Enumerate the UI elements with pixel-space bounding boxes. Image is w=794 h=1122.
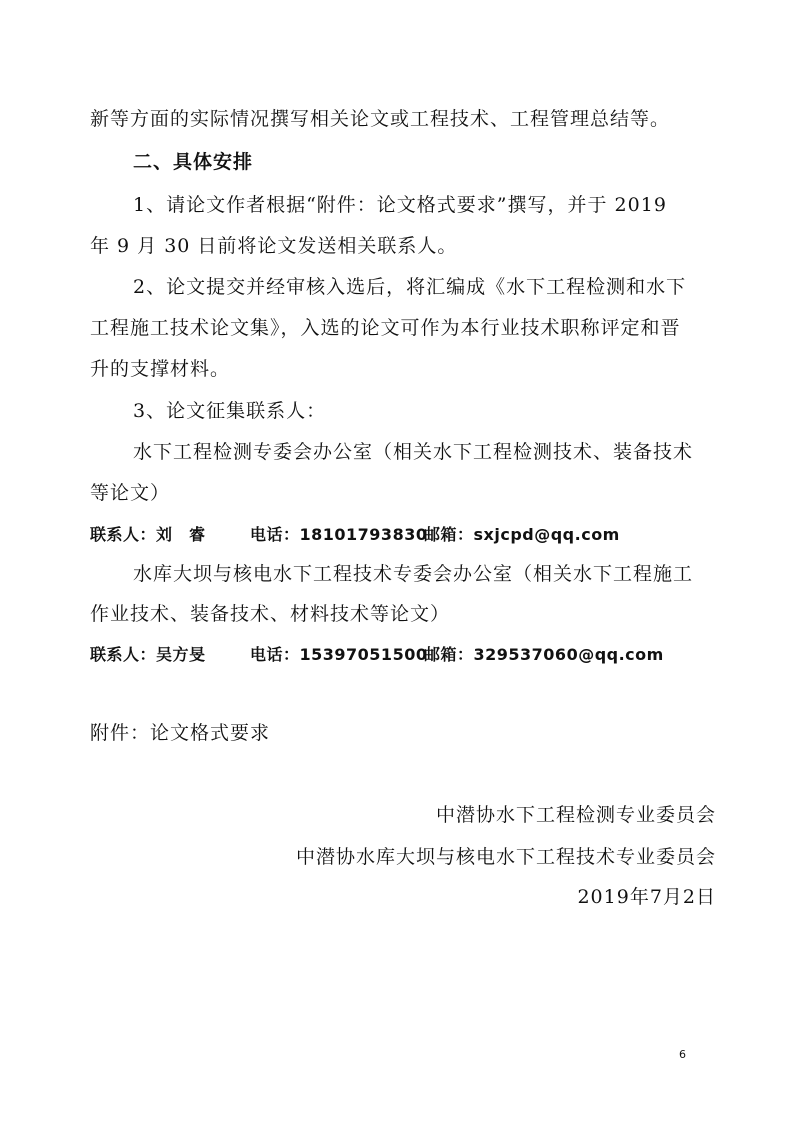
contact-2-email: 邮箱：329537060@qq.com	[424, 645, 664, 664]
office-1-line-2: 等论文）	[90, 482, 171, 504]
item-2-line-3: 升的支撑材料。	[90, 358, 231, 380]
item-2-line-1: 2、论文提交并经审核入选后，将汇编成《水下工程检测和水下	[133, 276, 687, 298]
contact-2	[90, 642, 720, 668]
office-1-line-1: 水下工程检测专委会办公室（相关水下工程检测技术、装备技术	[133, 441, 694, 463]
contact-2-name: 联系人：吴方旻	[90, 645, 206, 664]
office-2-line-2: 作业技术、装备技术、材料技术等论文）	[90, 603, 451, 625]
signature-date: 2019年7月2日	[577, 886, 716, 908]
signature-org-1: 中潜协水下工程检测专业委员会	[435, 804, 716, 826]
contact-2-phone: 电话：15397051500	[250, 645, 428, 664]
item-3-line: 3、论文征集联系人：	[133, 400, 327, 422]
attachment-note: 附件：论文格式要求	[90, 722, 271, 744]
item-1-line-1: 1、请论文作者根据“附件：论文格式要求”撰写，并于 2019	[133, 194, 667, 216]
item-2-line-2: 工程施工技术论文集》，入选的论文可作为本行业技术职称评定和晋	[90, 317, 681, 339]
contact-1-email: 邮箱：sxjcpd@qq.com	[424, 525, 620, 544]
item-1-line-2: 年 9 月 30 日前将论文发送相关联系人。	[90, 235, 458, 257]
paragraph-line: 新等方面的实际情况撰写相关论文或工程技术、工程管理总结等。	[90, 108, 671, 130]
page-number: 6	[679, 1048, 686, 1061]
contact-1-phone: 电话：18101793830	[250, 525, 428, 544]
section-heading: 二、具体安排	[133, 151, 254, 173]
contact-1-name: 联系人：刘 睿	[90, 525, 206, 544]
office-2-line-1: 水库大坝与核电水下工程技术专委会办公室（相关水下工程施工	[133, 563, 694, 585]
signature-org-2: 中潜协水库大坝与核电水下工程技术专业委员会	[295, 846, 716, 868]
contact-1	[90, 522, 720, 548]
